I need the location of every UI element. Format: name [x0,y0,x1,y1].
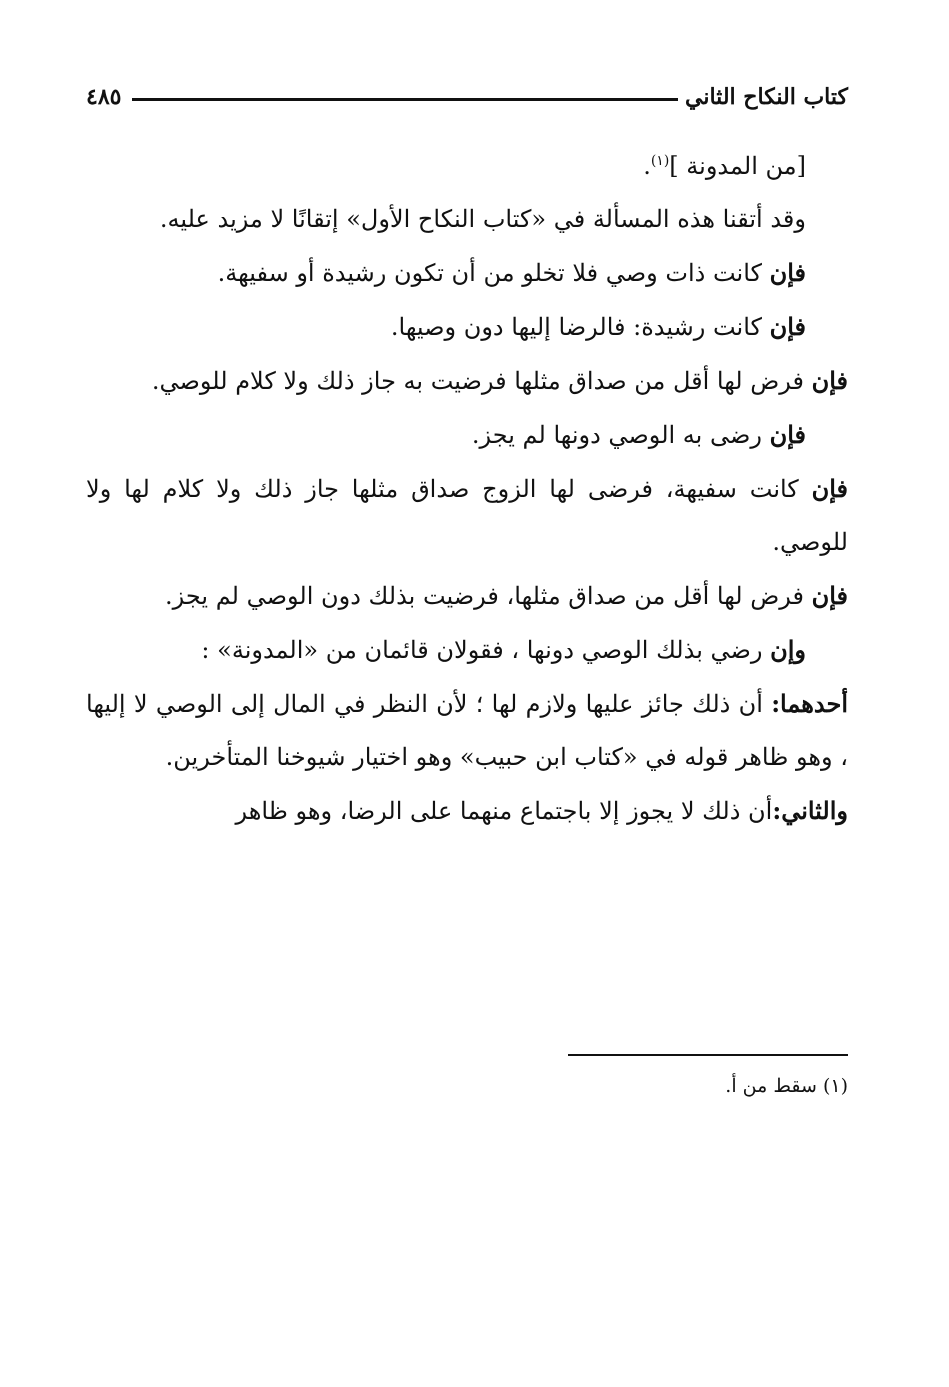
paragraph-text: كانت سفيهة، فرضى لها الزوج صداق مثلها جاز ذلك ولا كلام لها ولا للوصي. [86,475,848,556]
lead-word: فإن [769,420,806,449]
paragraph-7 [86,462,848,569]
paragraph-text: أن ذلك جائز عليها ولازم لها ؛ لأن النظر في المال إلى الوصي لا إليها ، وهو ظاهر قوله في «كتاب ابن حبيب» وهو اختيار شيوخنا المتأخرين. [86,690,848,771]
main-text [86,140,848,838]
paragraph-text: كانت رشيدة: فالرضا إليها دون وصيها. [390,313,770,341]
paragraph-8 [86,569,848,623]
paragraph-10 [86,677,848,784]
paragraph-text: رضي بذلك الوصي دونها ، فقولان قائمان من «المدونة» : [201,636,771,664]
lead-word: فإن [769,312,806,341]
paragraph-1 [86,140,848,193]
paragraph-9 [86,623,848,677]
lead-word: فإن [811,581,848,610]
header-rule [132,98,678,101]
lead-word: فإن [769,258,806,287]
paragraph-text: وقد أتقنا هذه المسألة في «كتاب النكاح الأول» إتقانًا لا مزيد عليه. [159,205,806,233]
paragraph-text: [من المدونة ] [669,152,806,180]
lead-word: وإن [770,635,806,664]
paragraph-6 [86,408,848,462]
paragraph-text: كانت ذات وصي فلا تخلو من أن تكون رشيدة أو سفيهة. [217,259,770,287]
lead-word: والثاني: [772,796,848,825]
paragraph-text: فرض لها أقل من صداق مثلها، فرضيت بذلك دون الوصي لم يجز. [165,582,812,610]
running-title: كتاب النكاح الثاني [685,84,848,110]
lead-word: أحدهما: [771,689,848,718]
lead-word: فإن [811,366,848,395]
paragraph-text: فرض لها أقل من صداق مثلها فرضيت به جاز ذلك ولا كلام للوصي. [151,367,812,395]
page-header [86,78,848,122]
lead-word: فإن [811,474,848,503]
page-number: ٤٨٥ [86,84,122,110]
paragraph-text: أن ذلك لا يجوز إلا باجتماع منهما على الرضا، وهو ظاهر [235,797,773,825]
footnote-1: (١) سقط من أ. [725,1075,848,1097]
paragraph-5 [86,354,848,408]
paragraph-4 [86,300,848,354]
paragraph-tail: . [643,152,651,180]
paragraph-2 [86,193,848,246]
paragraph-3 [86,246,848,300]
paragraph-text: رضى به الوصي دونها لم يجز. [471,421,770,449]
footnote-marker: (١) [650,153,670,169]
paragraph-11 [86,784,848,838]
footnote-separator [568,1054,848,1056]
